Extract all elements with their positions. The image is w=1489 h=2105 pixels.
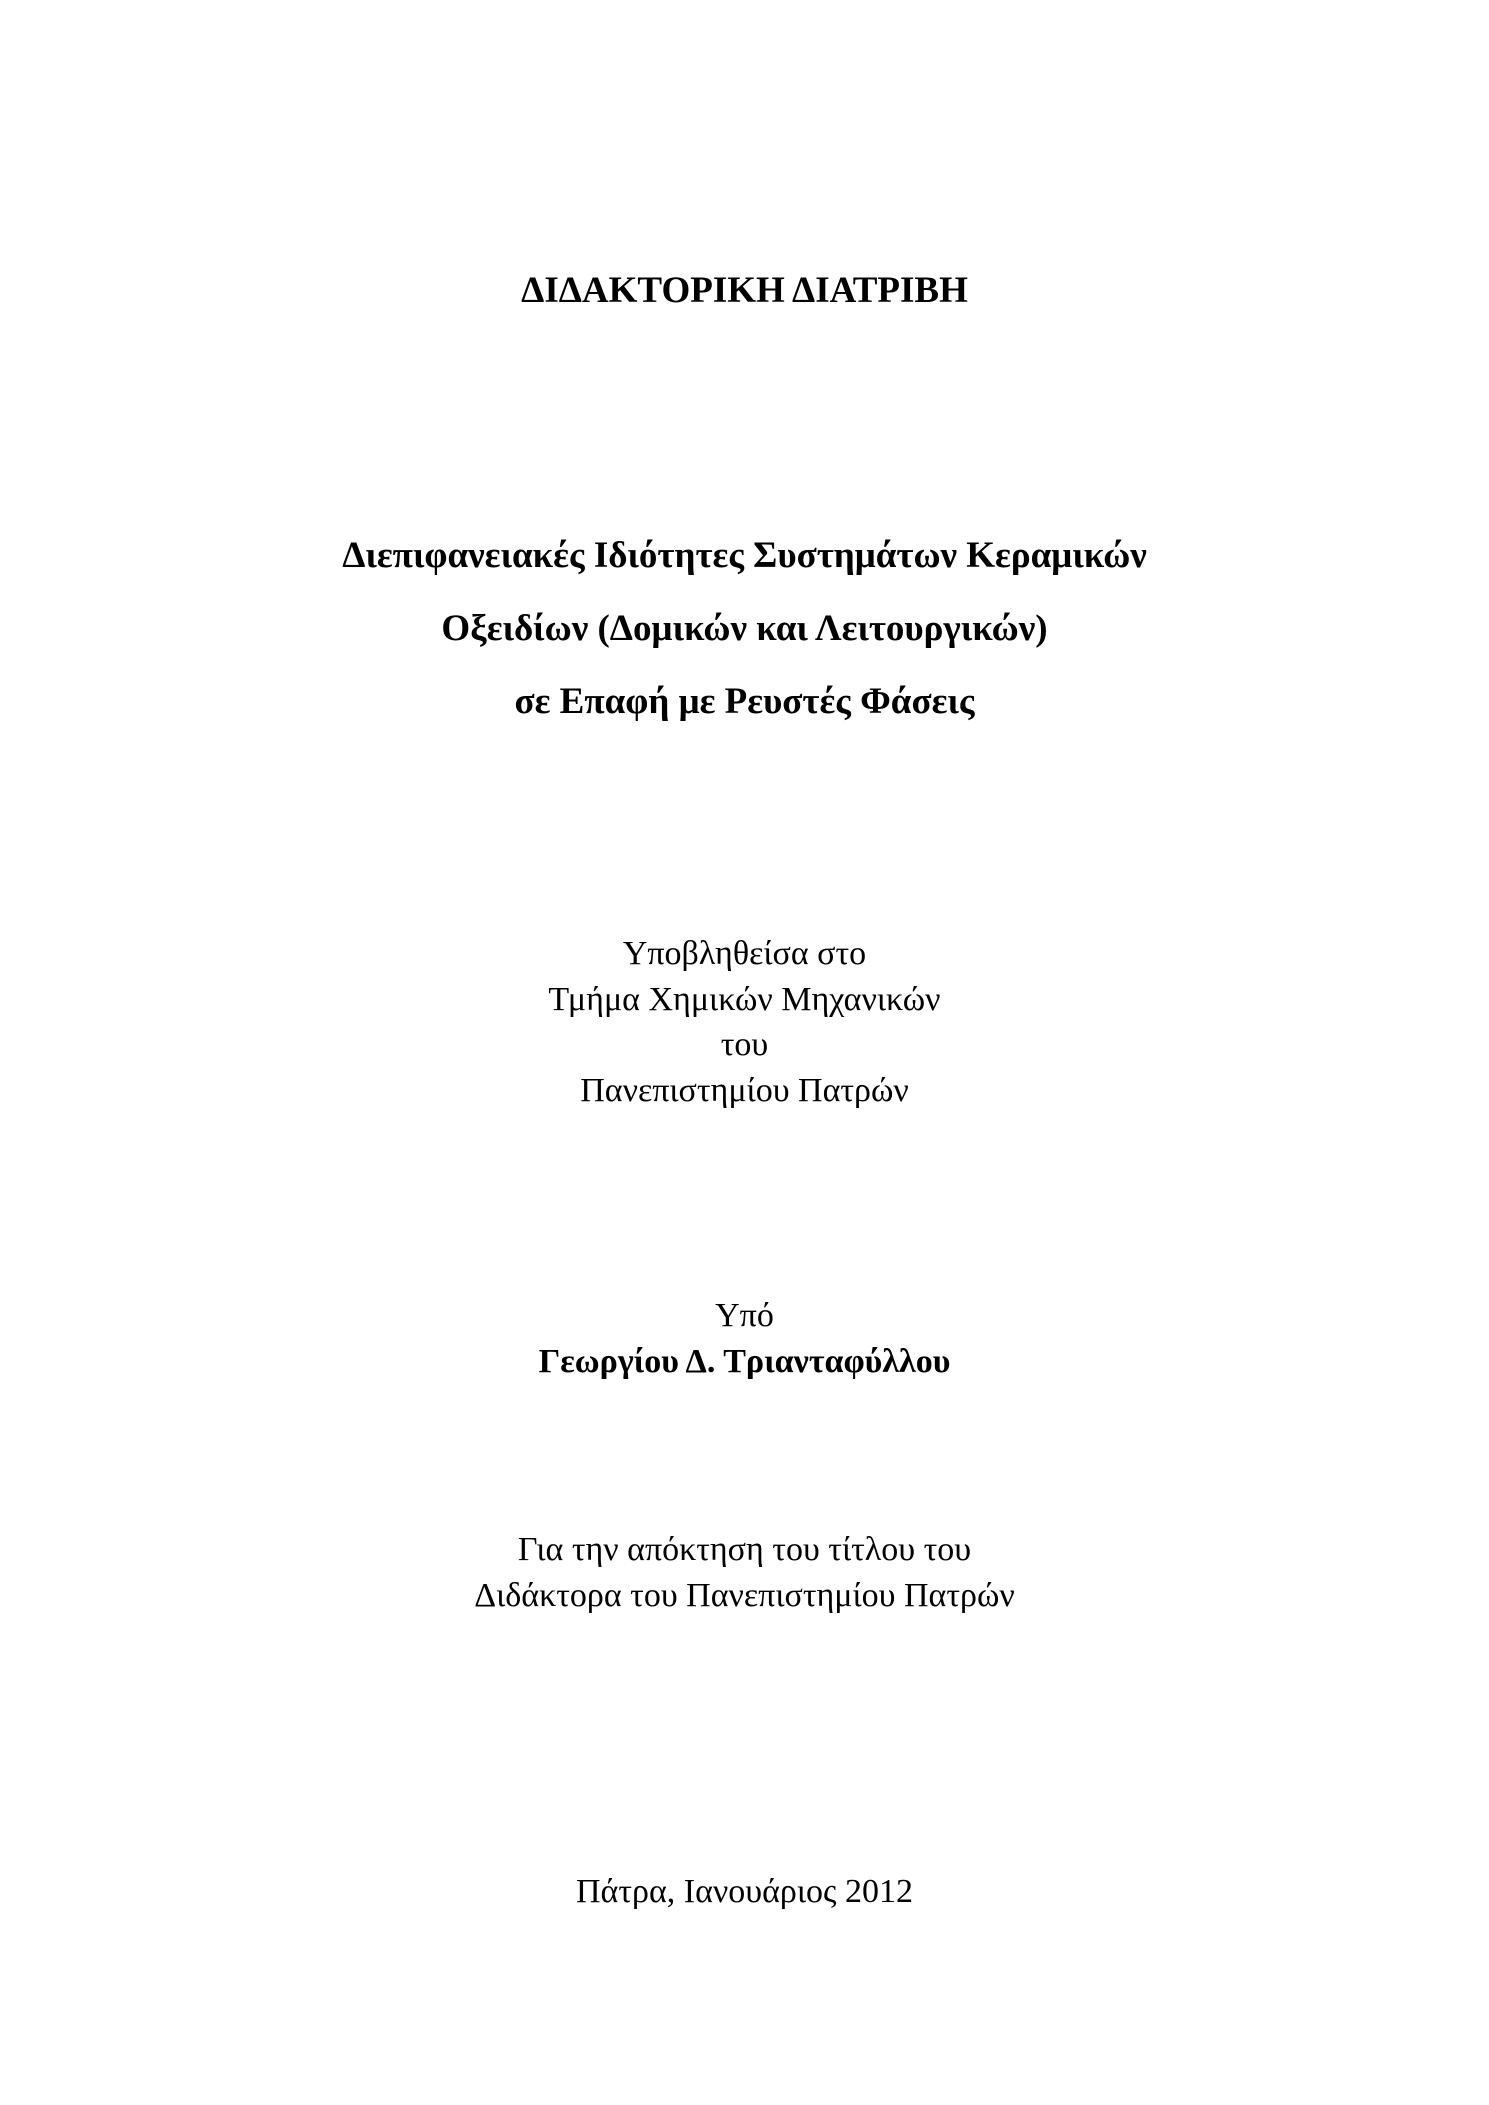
- author-name: Γεωργίου Δ. Τριανταφύλλου: [538, 1343, 951, 1380]
- purpose-line-2: Διδάκτορα του Πανεπιστημίου Πατρών: [474, 1577, 1015, 1614]
- place-date: Πάτρα, Ιανουάριος 2012: [575, 1873, 914, 1910]
- thesis-title-line-3: σε Επαφή με Ρευστές Φάσεις: [514, 681, 975, 722]
- submission-line-4: Πανεπιστημίου Πατρών: [580, 1072, 909, 1109]
- document-heading: ΔΙΔΑΚΤΟΡΙΚΗ ΔΙΑΤΡΙΒΗ: [521, 270, 968, 311]
- submission-line-2: Τμήμα Χημικών Μηχανικών: [548, 981, 941, 1018]
- submission-line-3: του: [720, 1026, 769, 1063]
- by-label: Υπό: [715, 1297, 774, 1334]
- submission-line-1: Υποβληθείσα στο: [622, 935, 867, 972]
- thesis-title-line-2: Οξειδίων (Δομικών και Λειτουργικών): [441, 608, 1048, 649]
- purpose-line-1: Για την απόκτηση του τίτλου του: [517, 1531, 972, 1568]
- thesis-title-line-1: Διεπιφανειακές Ιδιότητες Συστημάτων Κεραμικών: [342, 535, 1147, 576]
